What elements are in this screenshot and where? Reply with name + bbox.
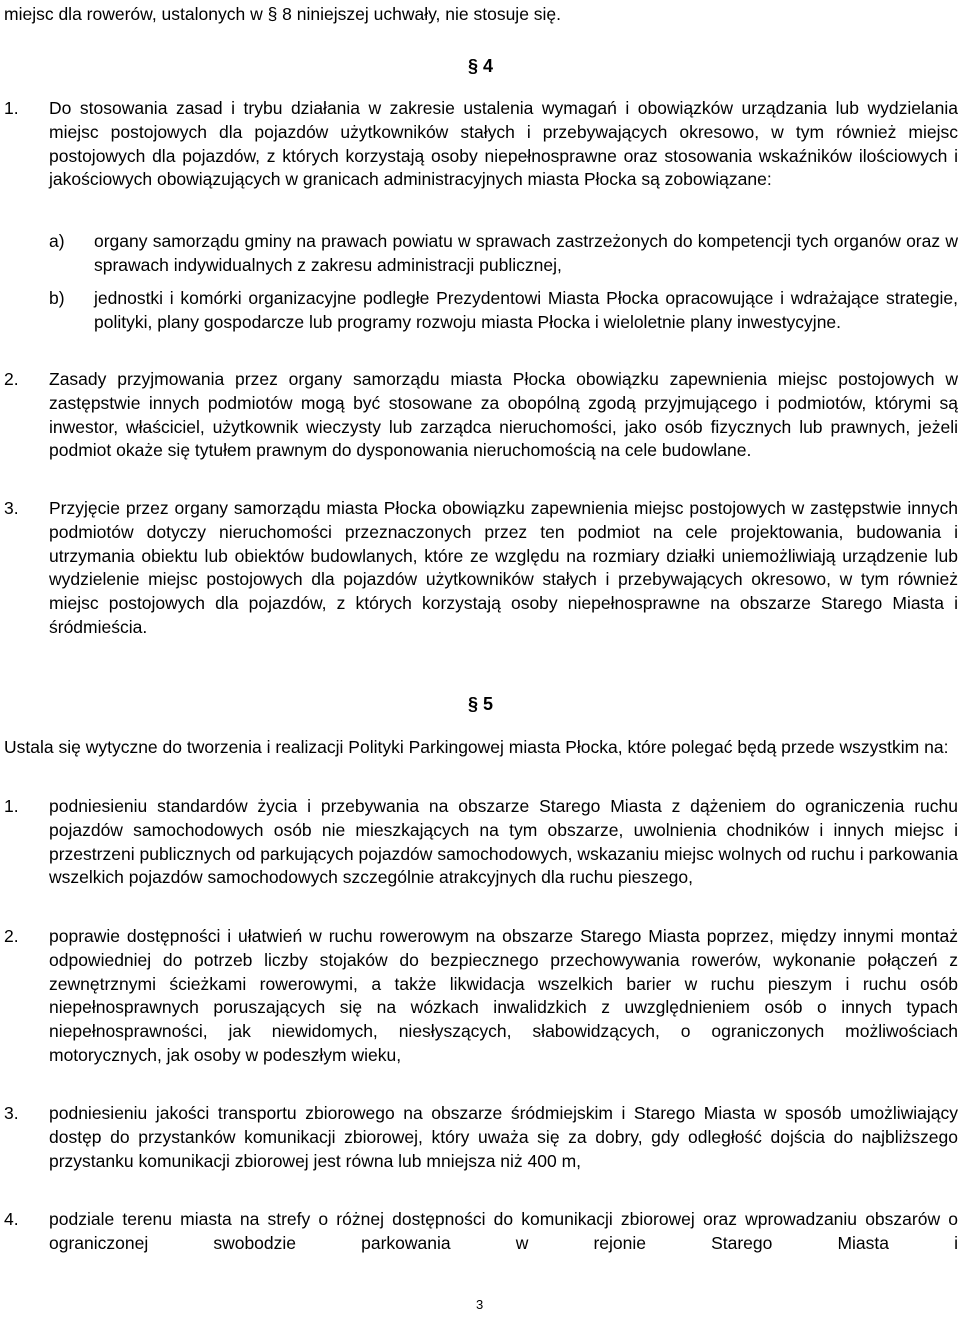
s4-item-3-number: 3. (4, 498, 19, 518)
s4-item-3-text: Przyjęcie przez organy samorządu miasta Płocka obowiązku zapewnienia miejsc postojowych w zastępstwie innych podmiotów dotyczy nieruchomości przeznaczonych przez ten podmiot na cele projektowania, budowania i utrzymania obiektu lub obiektów budowlanych, które ze względu na rozmiary działki uniemożliwiają urządzenie lub wydzielenie miejsc postojowych dla pojazdów użytkowników stałych i przebywających okresowo, w tym również miejsc postojowych dla pojazdów, z których korzystają osoby niepełnosprawne na obszarze Starego Miasta i śródmieścia. (49, 498, 958, 637)
s5-item-2-number: 2. (4, 926, 19, 946)
s5-item-3-text: podniesieniu jakości transportu zbiorowego na obszarze śródmiejskim i Starego Miasta w sposób umożliwiający dostęp do przystanków komunikacji zbiorowej, który uważa się za dobry, gdy odległość dojścia do najbliższego przystanku komunikacji zbiorowej jest równa lub mniejsza niż 400 m, (49, 1103, 958, 1171)
page-number: 3 (476, 1297, 484, 1312)
s4-item-1a-text: organy samorządu gminy na prawach powiatu w sprawach zastrzeżonych do kompetencji tych organów oraz w sprawach indywidualnych z zakresu administracji publicznej, (94, 231, 958, 275)
s4-item-2-text: Zasady przyjmowania przez organy samorządu miasta Płocka obowiązku zapewnienia miejsc postojowych w zastępstwie innych podmiotów mogą być stosowane za obopólną zgodą przyjmującego i podmiotów, którymi są inwestor, właściciel, użytkownik wieczysty lub zarządca nieruchomości, jako osób fizycznych lub prawnych, jeżeli podmiot okaże się tytułem prawnym do dysponowania nieruchomością na cele budowlane. (49, 369, 958, 461)
s4-item-1a-label: a) (49, 231, 65, 251)
s5-item-2-text: poprawie dostępności i ułatwień w ruchu rowerowym na obszarze Starego Miasta poprzez, między innymi montaż odpowiedniej do potrzeb liczby stojaków do bezpiecznego przechowywania rowerów, wykonanie połączeń z zewnętrznymi ścieżkami rowerowymi, a także likwidacja wszelkich barier w ruchu pieszym i ruchu osób niepełnosprawnych poruszających się na wózkach inwalidzkich z uwzględnieniem osób o innych typach niepełnosprawności, jak niewidomych, niesłyszących, słabowidzących, o ograniczonych możliwościach motorycznych, jak osoby w podeszłym wieku, (49, 926, 958, 1065)
s5-item-4-text: podziale terenu miasta na strefy o różnej dostępności do komunikacji zbiorowej oraz wprowadzaniu obszarów o ograniczonej swobodzie parkowania w rejonie Starego Miasta i (49, 1209, 958, 1253)
s5-item-1-text: podniesieniu standardów życia i przebywania na obszarze Starego Miasta z dążeniem do ograniczenia ruchu pojazdów samochodowych osób nie mieszkających na tym obszarze, uwolnienia chodników i innych miejsc i przestrzeni publicznych od parkujących pojazdów samochodowych, wskazaniu miejsc wolnych od ruchu i parkowania wszelkich pojazdów samochodowych szczególnie atrakcyjnych dla ruchu pieszego, (49, 796, 958, 888)
s5-item-1-number: 1. (4, 796, 19, 816)
s5-item-4-number: 4. (4, 1209, 19, 1229)
s4-item-1b-label: b) (49, 288, 65, 308)
s4-item-2-number: 2. (4, 369, 19, 389)
s5-item-3-number: 3. (4, 1103, 19, 1123)
intro-line: miejsc dla rowerów, ustalonych w § 8 niniejszej uchwały, nie stosuje się. (4, 4, 562, 24)
s4-item-1-text: Do stosowania zasad i trybu działania w zakresie ustalenia wymagań i obowiązków urządzania lub wydzielania miejsc postojowych dla pojazdów użytkowników stałych i przebywających okresowo, w tym również miejsc postojowych dla pojazdów, z których korzystają osoby niepełnosprawne oraz stosowania wskaźników ilościowych i jakościowych obowiązujących w granicach administracyjnych miasta Płocka są zobowiązane: (49, 98, 958, 190)
s5-intro: Ustala się wytyczne do tworzenia i realizacji Polityki Parkingowej miasta Płocka, które polegać będą przede wszystkim na: (4, 737, 949, 757)
s4-item-1-number: 1. (4, 98, 19, 118)
section-5-heading: § 5 (468, 694, 494, 714)
section-4-heading: § 4 (468, 56, 494, 76)
s4-item-1b-text: jednostki i komórki organizacyjne podległe Prezydentowi Miasta Płocka opracowujące i wdrażające strategie, polityki, plany gospodarcze lub programy rozwoju miasta Płocka i wieloletnie plany inwestycyjne. (94, 288, 958, 332)
